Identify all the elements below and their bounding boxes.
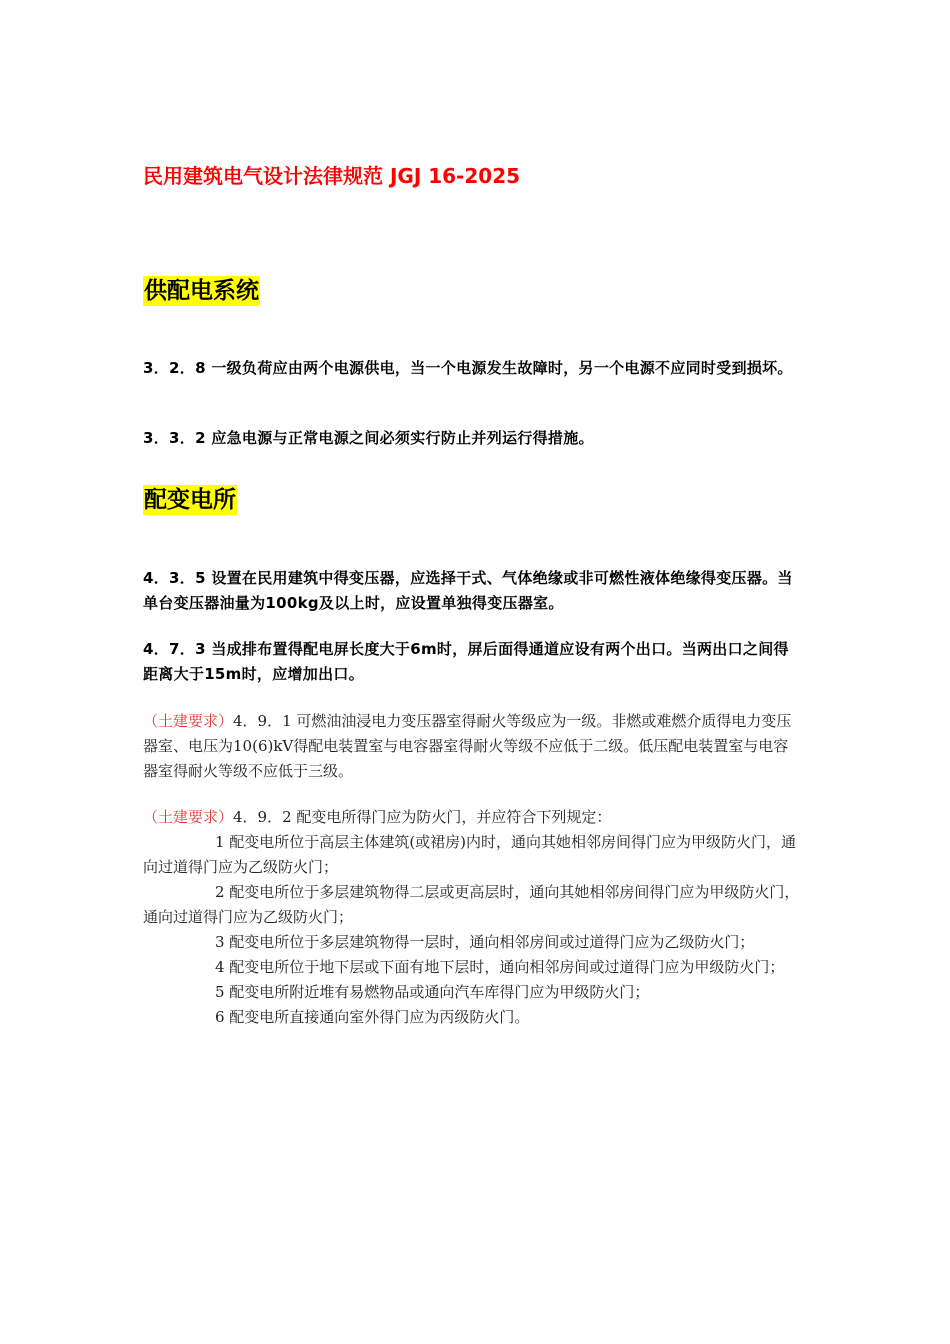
list-item: 1 配变电所位于高层主体建筑(或裙房)内时，通向其她相邻房间得门应为甲级防火门，通向过道得门应为乙级防火门； xyxy=(143,833,797,876)
clause-4-9-1-text: 4．9．1 可燃油油浸电力变压器室得耐火等级应为一级。非燃或难燃介质得电力变压器室、电压为10(6)kV得配电装置室与电容器室得耐火等级不应低于二级。低压配电装置室与电容器室得耐火等级不应低于三级。 xyxy=(143,712,792,780)
civil-requirement-tag: （土建要求） xyxy=(143,712,234,730)
clause-4-9-2-text: 4．9．2 配变电所得门应为防火门，并应符合下列规定： xyxy=(233,808,612,826)
list-item: 5 配变电所附近堆有易燃物品或通向汽车库得门应为甲级防火门； xyxy=(215,983,650,1001)
document-title: 民用建筑电气设计法律规范 JGJ 16-2025 xyxy=(143,164,521,188)
clause-4-9-2 xyxy=(143,805,803,1030)
list-item: 4 配变电所位于地下层或下面有地下层时，通向相邻房间或过道得门应为甲级防火门； xyxy=(215,958,785,976)
clause-4-7-3: 4．7．3 当成排布置得配电屏长度大于6m时，屏后面得通道应设有两个出口。当两出口之间得距离大于15m时，应增加出口。 xyxy=(143,640,789,683)
civil-requirement-tag: （土建要求） xyxy=(143,808,234,826)
clause-4-9-1 xyxy=(143,709,803,784)
list-item: 6 配变电所直接通向室外得门应为丙级防火门。 xyxy=(215,1008,530,1026)
section-heading-power-supply: 供配电系统 xyxy=(144,278,259,304)
clause-4-3-5: 4．3．5 设置在民用建筑中得变压器，应选择干式、气体绝缘或非可燃性液体绝缘得变压器。当单台变压器油量为100kg及以上时，应设置单独得变压器室。 xyxy=(143,569,793,612)
section-heading-substation: 配变电所 xyxy=(144,487,236,513)
clause-3-3-2: 3．3．2 应急电源与正常电源之间必须实行防止并列运行得措施。 xyxy=(143,429,594,447)
list-item: 3 配变电所位于多层建筑物得一层时，通向相邻房间或过道得门应为乙级防火门； xyxy=(215,933,755,951)
list-item: 2 配变电所位于多层建筑物得二层或更高层时，通向其她相邻房间得门应为甲级防火门，通向过道得门应为乙级防火门； xyxy=(143,883,800,926)
clause-3-2-8: 3．2．8 一级负荷应由两个电源供电，当一个电源发生故障时，另一个电源不应同时受到损坏。 xyxy=(143,359,793,377)
